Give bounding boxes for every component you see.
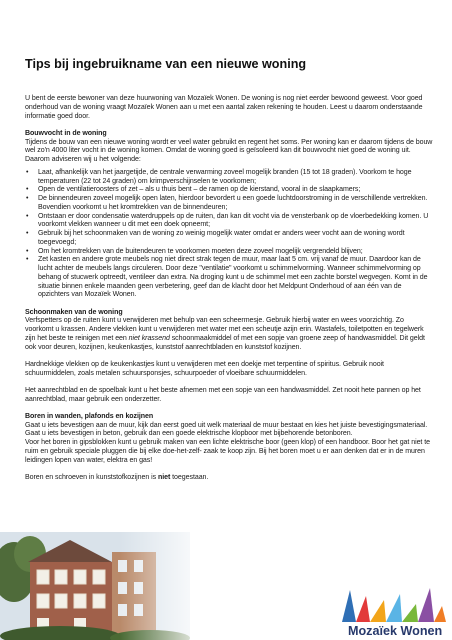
section-heading-bouwvocht: Bouwvocht in de woning <box>25 129 107 137</box>
list-item: • Om het kromtrekken van de buitendeuren te voorkomen moeten deze zoveel mogelijk vergrendeld blijven; <box>26 247 363 255</box>
list-item: • Zet kasten en andere grote meubels nog niet direct strak tegen de muur, maar laat 5 cm. vrij vanaf de muur. Daardoor kan de lucht achter de meubels langs circuleren. Door deze "ventilatie" voorkomt u schimmelvorming. Wanneer schimmelvorming op behang of stucwerk optreedt, ventileer dan extra. Na droging kunt u de schimmel met een zachte borstel wegvegen. Komt in de situatie binnen enkele maanden geen verbetering, geef dan de klacht door het Meldpunt Onderhoud of aan één van de opzichters van Mozaïek Wonen. <box>26 256 428 299</box>
list-item: • Gebruik bij het schoonmaken van de woning zo weinig mogelijk water omdat er anders weer vocht aan de woning wordt toegevoegd; <box>26 230 405 246</box>
list-item: • Laat, afhankelijk van het jaargetijde, de centrale verwarming zoveel mogelijk branden (15 tot 18 graden). Voorkom te hoge temperaturen (22 tot 24 graden) om krimpverschijnselen te voorkomen; <box>26 168 412 185</box>
schoonmaken-paragraph-1: Verfspetters op de ruiten kunt u verwijderen met behulp van een scheermesje. Gebruik hierbij water en wees voorzichtig. Zo voorkomt u krassen. Andere vlekken kunt u verwijderen met water met een scheutje azijn erin. Wastafels, toiletpotten en tegelwerk zijn het beste te reinigen met een niet krassend schoonmaakmiddel of met een sopje van groene zeep of handwasmiddel. Dit geldt ook voor deuren, kozijnen, keukenkastjes, kunststof aanrechtbladen en kunststof kozijnen. <box>25 317 425 351</box>
boren-paragraph-3: Boren en schroeven in kunststofkozijnen is niet toegestaan. <box>25 473 209 481</box>
bouwvocht-paragraph: Tijdens de bouw van een nieuwe woning wordt er veel water gebruikt en regent het soms. Per woning kan er daarom tijdens de bouw wel zo'n 4000 liter vocht in de woning komen. Omdat de woning goed is geïsoleerd kan dit bouwvocht niet goed de woning uit. Daarom adviseren wij u het volgende: <box>25 138 433 163</box>
section-heading-boren: Boren in wanden, plafonds en kozijnen <box>25 412 154 420</box>
boren-paragraph-2: Voor het boren in gipsblokken kunt u gebruik maken van een lichte elektrische boor (geen klop) of een handboor. Boor het gat niet te ruim en gebruik speciale pluggen die bij elke doe-het-zelf- zaak te koop zijn. Bij het boren moet u er aan denken dat er in de muren leidingen lopen van water, elektra en gas! <box>25 439 430 464</box>
bouwvocht-list <box>25 169 433 300</box>
list-item: • De binnendeuren zoveel mogelijk open laten, hierdoor bevordert u een goede luchtdoorstroming in de verschillende vertrekken. Bovendien voorkomt u het kromtrekken van de binnendeuren; <box>26 195 428 211</box>
list-item: • Open de ventilatieroosters of zet – als u thuis bent – de ramen op de kierstand, vooral in de slaapkamers; <box>26 186 361 194</box>
schoonmaken-paragraph-2: Hardnekkige vlekken op de keukenkastjes kunt u verwijderen met een doekje met terpentine of spiritus. Gebruik nooit schuurmiddelen, zoals metalen schuursponsjes, schuurpoeder of vloeibare schuurmiddelen. <box>25 360 384 377</box>
list-item: • Ontstaan er door condensatie waterdruppels op de ruiten, dan kan dit vocht via de vensterbank op de vloerbedekking komen. U voorkomt vlekken wanneer u dit met een doek opneemt; <box>26 212 429 229</box>
document-body <box>25 95 433 491</box>
boren-paragraph-1: Gaat u iets bevestigen aan de muur, kijk dan eerst goed uit welk materiaal de muur bestaat en kies het juiste bevestigingsmateriaal. Gaat u iets bevestigen in beton, gebruik dan een goede elektrische klopboor met bijbehorende betonboren. <box>25 421 428 438</box>
logo-text: Mozaïek Wonen <box>348 624 443 638</box>
footer-banner <box>0 532 452 640</box>
intro-paragraph: U bent de eerste bewoner van deze huurwoning van Mozaïek Wonen. De woning is nog niet eerder bewoond geweest. Voor goed onderhoud van de woning vraagt Mozaïek Wonen aan u met een aantal zaken rekening te houden. Leest u daarom onderstaande informatie goed door. <box>25 95 423 120</box>
section-heading-schoonmaken: Schoonmaken van de woning <box>25 308 123 316</box>
schoonmaken-paragraph-3: Het aanrechtblad en de spoelbak kunt u het beste afnemen met een sopje van een handwasmiddel. Zet nooit hete pannen op het aanrechtblad, maar gebruik een onderzetter. <box>25 386 421 403</box>
page-title: Tips bij ingebruikname van een nieuwe woning <box>25 57 307 71</box>
